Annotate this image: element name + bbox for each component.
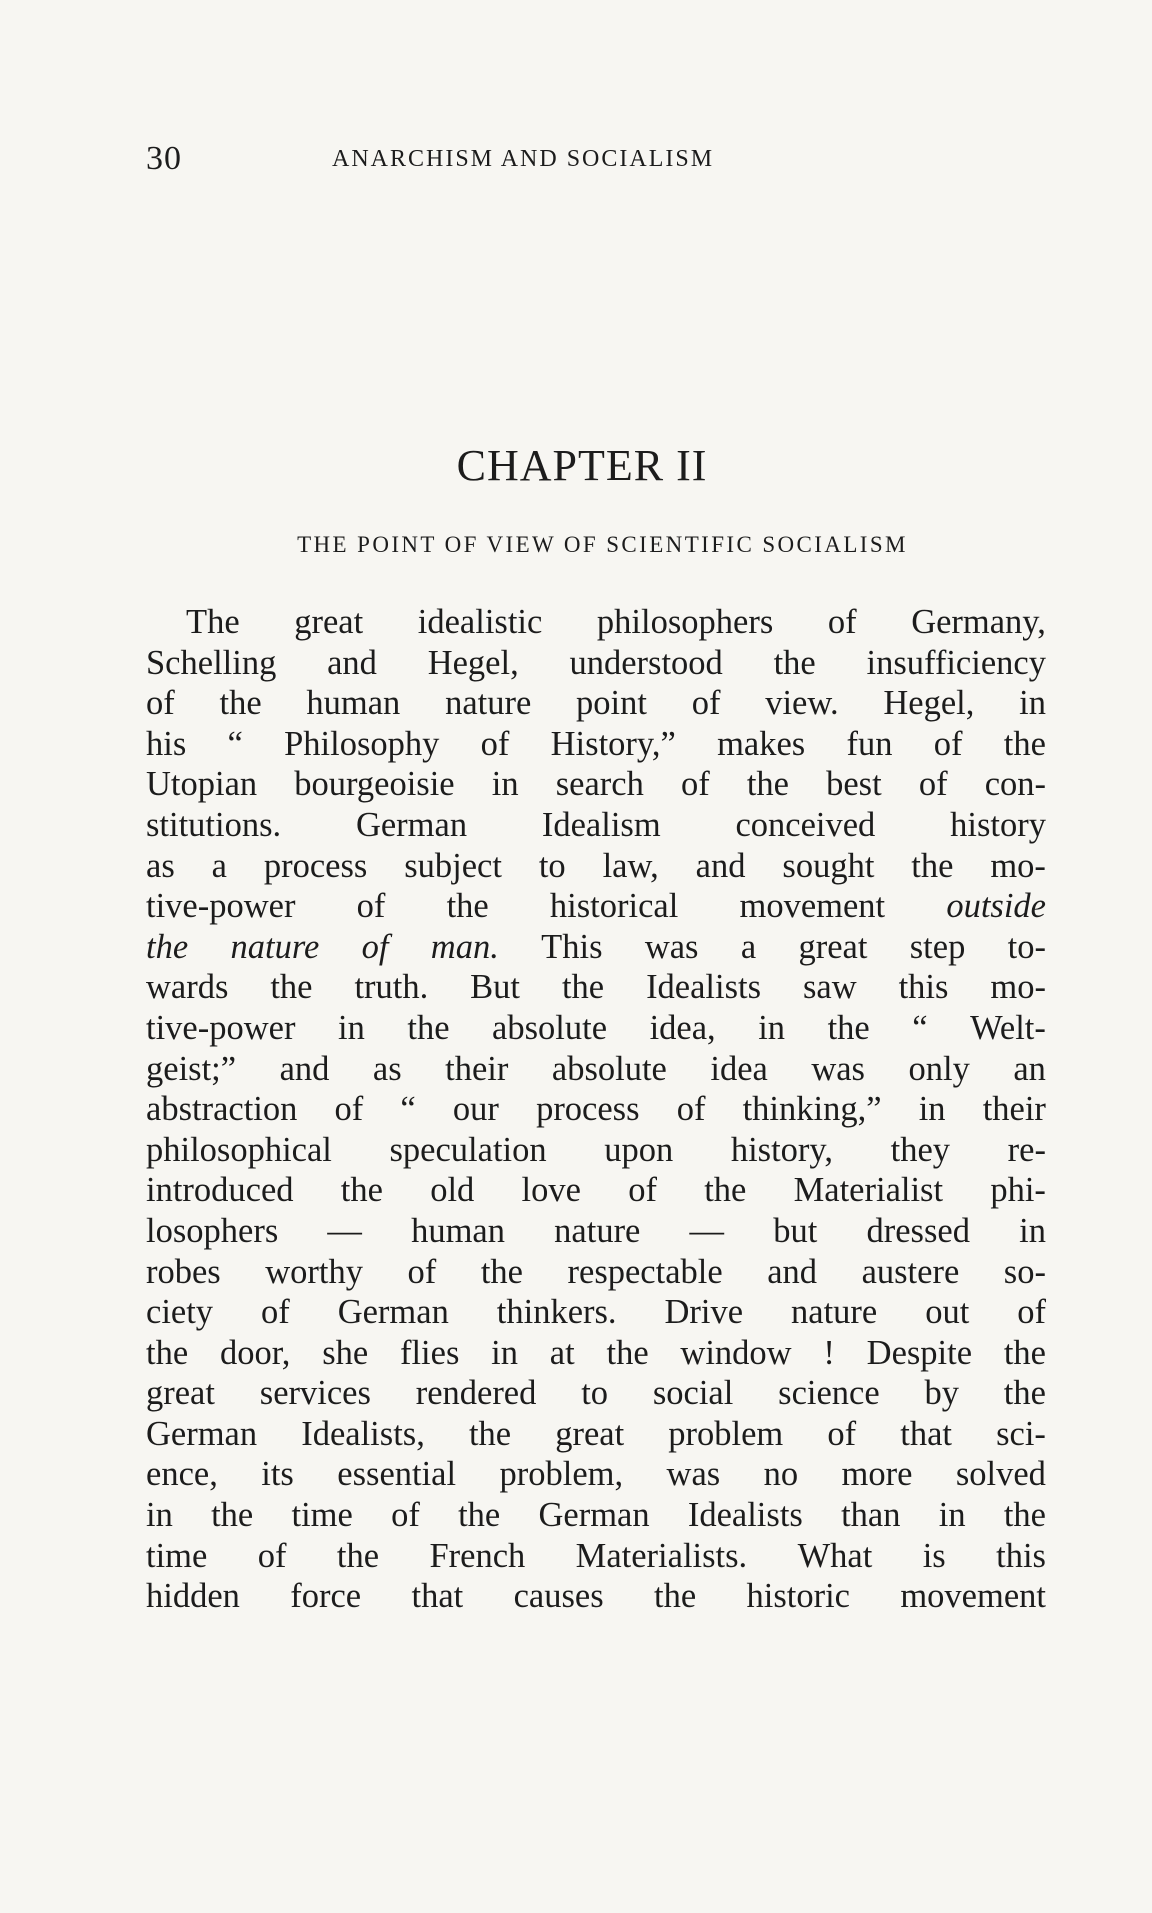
text-line: wards the truth. But the Idealists saw this mo- <box>146 968 1046 1007</box>
text-line: the nature of man. This was a great step to- <box>146 927 1046 966</box>
text-line: Schelling and Hegel, understood the insufficiency <box>146 643 1046 682</box>
text-line: losophers — human nature — but dressed in <box>146 1211 1046 1250</box>
text-line: The great idealistic philosophers of Germany, <box>186 603 1046 641</box>
text-line: geist;” and as their absolute idea was only an <box>146 1049 1046 1088</box>
text-line: tive-power in the absolute idea, in the “ Welt- <box>146 1008 1046 1047</box>
running-title: ANARCHISM AND SOCIALISM <box>332 146 715 172</box>
text-line: great services rendered to social science by the <box>146 1374 1046 1413</box>
text-line: introduced the old love of the Materialist phi- <box>146 1171 1046 1210</box>
text-line: his “ Philosophy of History,” makes fun of the <box>146 724 1046 763</box>
text-line: Utopian bourgeoisie in search of the best of con- <box>146 765 1046 804</box>
text-line: ciety of German thinkers. Drive nature out of <box>146 1293 1046 1332</box>
page-number: 30 <box>146 140 182 177</box>
running-head <box>146 140 1046 180</box>
text-line: tive-power of the historical movement outside <box>146 887 1046 926</box>
text-line: robes worthy of the respectable and austere so- <box>146 1252 1046 1291</box>
chapter-title: CHAPTER II <box>456 441 708 490</box>
text-line: philosophical speculation upon history, they re- <box>146 1130 1046 1169</box>
text-line: ence, its essential problem, was no more solved <box>146 1455 1046 1494</box>
body-paragraph <box>146 602 1046 1617</box>
chapter-subtitle: THE POINT OF VIEW OF SCIENTIFIC SOCIALISM <box>297 532 908 557</box>
text-line: time of the French Materialists. What is this <box>146 1536 1046 1575</box>
text-line: as a process subject to law, and sought the mo- <box>146 846 1046 885</box>
text-line: of the human nature point of view. Hegel, in <box>146 684 1046 723</box>
text-line: the door, she flies in at the window ! Despite the <box>146 1333 1046 1372</box>
text-line: stitutions. German Idealism conceived history <box>146 805 1046 844</box>
text-line: in the time of the German Idealists than in the <box>146 1496 1046 1535</box>
text-line: hidden force that causes the historic movement <box>146 1577 1046 1616</box>
text-line: German Idealists, the great problem of that sci- <box>146 1414 1046 1453</box>
text-line: abstraction of “ our process of thinking,” in their <box>146 1090 1046 1129</box>
